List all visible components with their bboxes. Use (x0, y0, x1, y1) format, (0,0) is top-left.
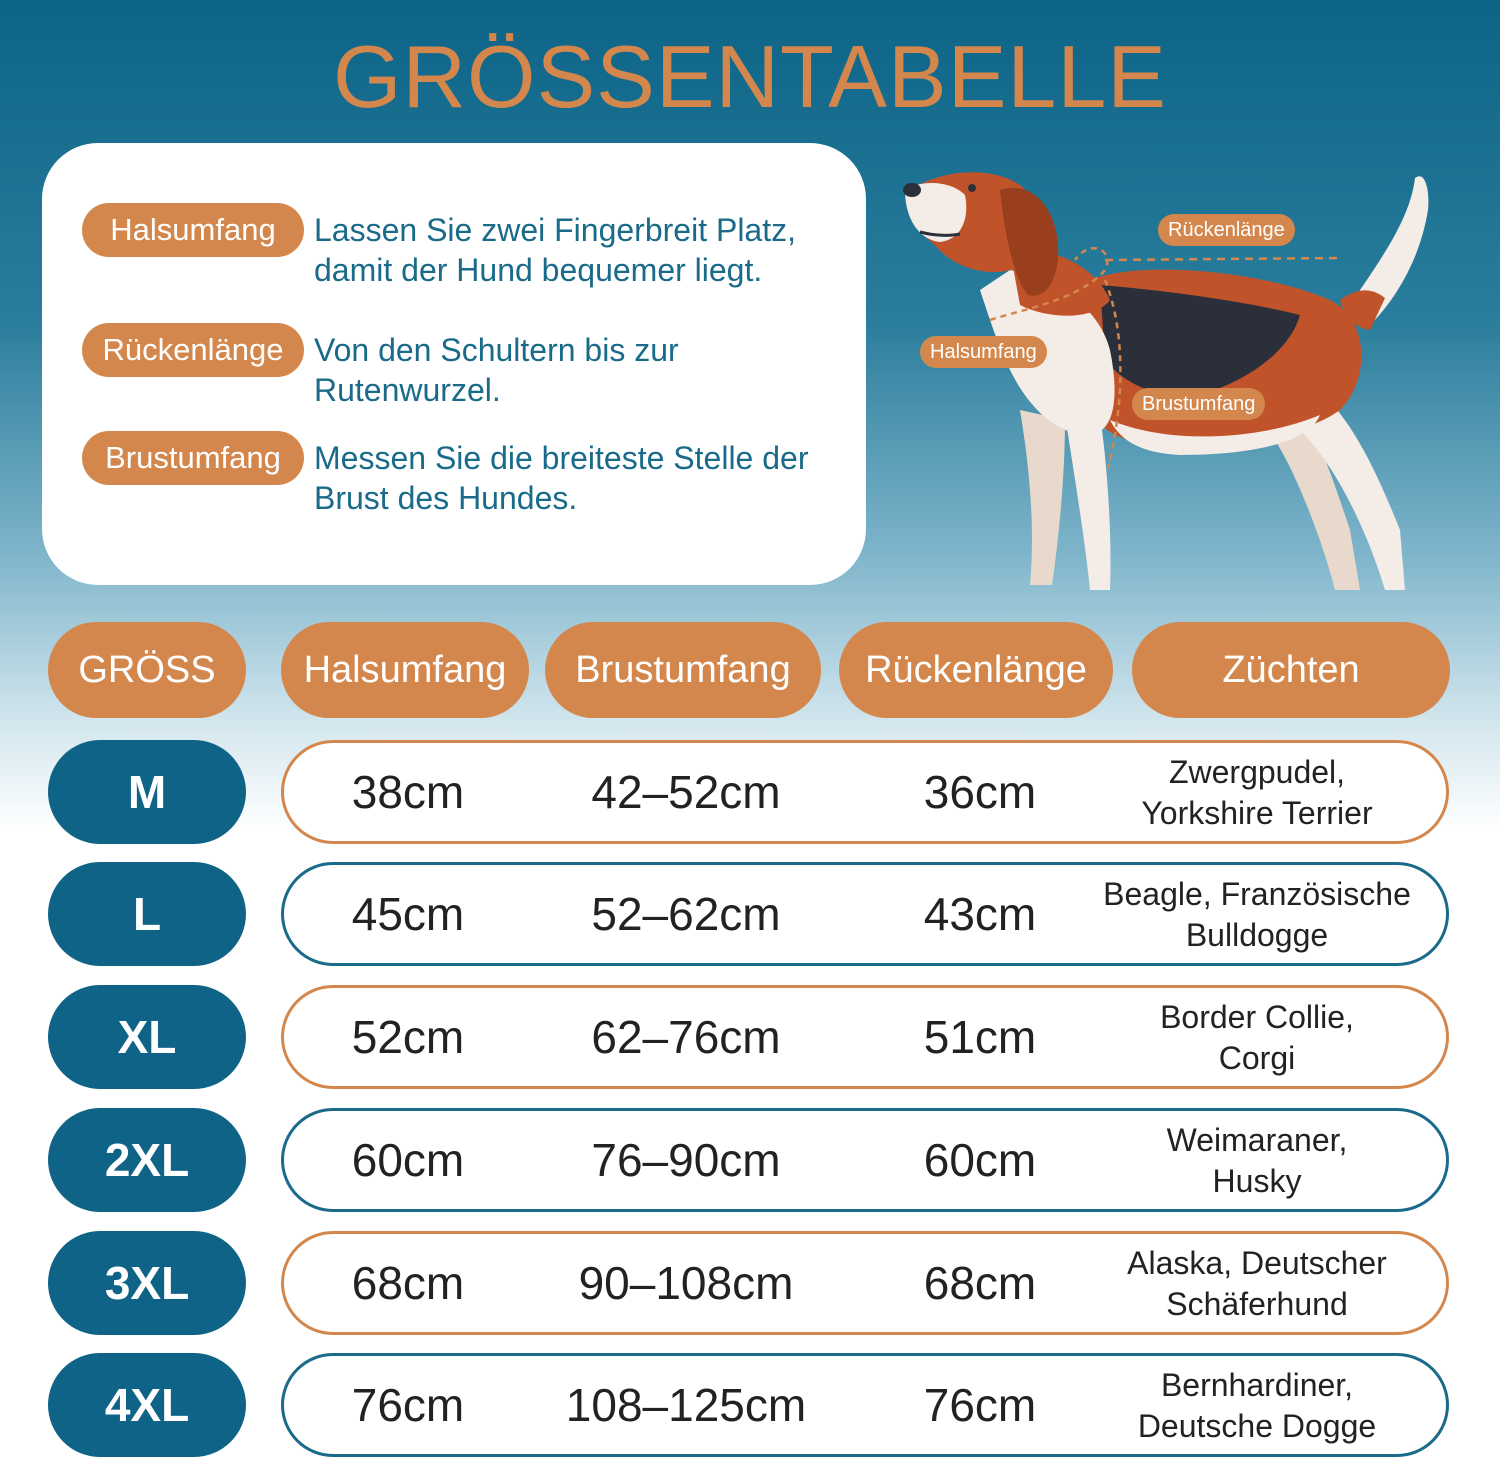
info-label-neck: Halsumfang (82, 203, 304, 257)
neck-value: 52cm (351, 1011, 465, 1063)
dog-illustration (880, 150, 1480, 610)
chest-value: 62–76cm (591, 1011, 781, 1063)
breed-value (1092, 751, 1422, 835)
chest-value: 52–62cm (591, 888, 781, 940)
header-neck: Halsumfang (281, 622, 529, 718)
table-row (281, 985, 1449, 1089)
back-value: 76cm (923, 1379, 1037, 1431)
breed-line1: Alaska, Deutscher (1127, 1245, 1387, 1281)
info-label-chest: Brustumfang (82, 431, 304, 485)
neck-value: 68cm (351, 1257, 465, 1309)
breed-line1: Zwergpudel, (1168, 754, 1346, 790)
info-text-back-line2: Rutenwurzel. (314, 372, 501, 408)
breed-line1: Weimaraner, (1166, 1122, 1348, 1158)
table-row (281, 1353, 1449, 1457)
info-label-back: Rückenlänge (82, 323, 304, 377)
header-size: GRÖSS (48, 622, 246, 718)
info-text-neck-line1: Lassen Sie zwei Fingerbreit Platz, (314, 212, 796, 248)
table-row (281, 1108, 1449, 1212)
back-value: 60cm (923, 1134, 1037, 1186)
header-back: Rückenlänge (839, 622, 1113, 718)
breed-value (1092, 1242, 1422, 1326)
breed-line2: Corgi (1218, 1040, 1296, 1076)
breed-value (1092, 996, 1422, 1080)
info-row-chest (82, 431, 808, 518)
chest-value: 76–90cm (591, 1134, 781, 1186)
info-text-back-line1: Von den Schultern bis zur (314, 332, 679, 368)
page-title: GRÖSSENTABELLE (333, 27, 1167, 126)
breed-line1: Bernhardiner, (1160, 1367, 1354, 1403)
neck-value: 45cm (351, 888, 465, 940)
info-text-back (314, 330, 679, 410)
dog-label-neck: Halsumfang (920, 336, 1047, 368)
neck-value: 60cm (351, 1134, 465, 1186)
breed-value (1092, 1364, 1422, 1448)
table-row (281, 1231, 1449, 1335)
size-label: M (48, 740, 246, 844)
dog-label-back: Rückenlänge (1158, 214, 1295, 246)
back-value: 68cm (923, 1257, 1037, 1309)
back-value: 36cm (923, 766, 1037, 818)
breed-line1: Beagle, Französische (1103, 876, 1411, 912)
breed-line1: Border Collie, (1160, 999, 1354, 1035)
breed-line2: Bulldogge (1185, 917, 1329, 953)
breed-line2: Schäferhund (1166, 1286, 1348, 1322)
breed-value (1092, 1119, 1422, 1203)
breed-line2: Yorkshire Terrier (1141, 795, 1373, 831)
info-text-chest-line2: Brust des Hundes. (314, 480, 578, 516)
dog-label-chest: Brustumfang (1132, 388, 1265, 420)
back-value: 43cm (923, 888, 1037, 940)
measurement-info-card (42, 143, 866, 585)
neck-value: 38cm (351, 766, 465, 818)
info-row-back (82, 323, 679, 410)
header-breed: Züchten (1132, 622, 1450, 718)
neck-value: 76cm (351, 1379, 465, 1431)
info-text-chest-line1: Messen Sie die breiteste Stelle der (314, 440, 809, 476)
info-text-chest (314, 438, 808, 518)
back-value: 51cm (923, 1011, 1037, 1063)
chest-value: 42–52cm (591, 766, 781, 818)
size-label: 4XL (48, 1353, 246, 1457)
table-row (281, 740, 1449, 844)
chest-value: 90–108cm (578, 1257, 794, 1309)
breed-line2: Husky (1212, 1163, 1302, 1199)
breed-line2: Deutsche Dogge (1137, 1408, 1377, 1444)
table-row (281, 862, 1449, 966)
info-text-neck (314, 210, 796, 290)
chest-value: 108–125cm (565, 1379, 807, 1431)
info-text-neck-line2: damit der Hund bequemer liegt. (314, 252, 763, 288)
size-label: L (48, 862, 246, 966)
size-label: XL (48, 985, 246, 1089)
breed-value (1092, 873, 1422, 957)
info-row-neck (82, 203, 796, 290)
size-label: 2XL (48, 1108, 246, 1212)
size-label: 3XL (48, 1231, 246, 1335)
header-chest: Brustumfang (545, 622, 821, 718)
